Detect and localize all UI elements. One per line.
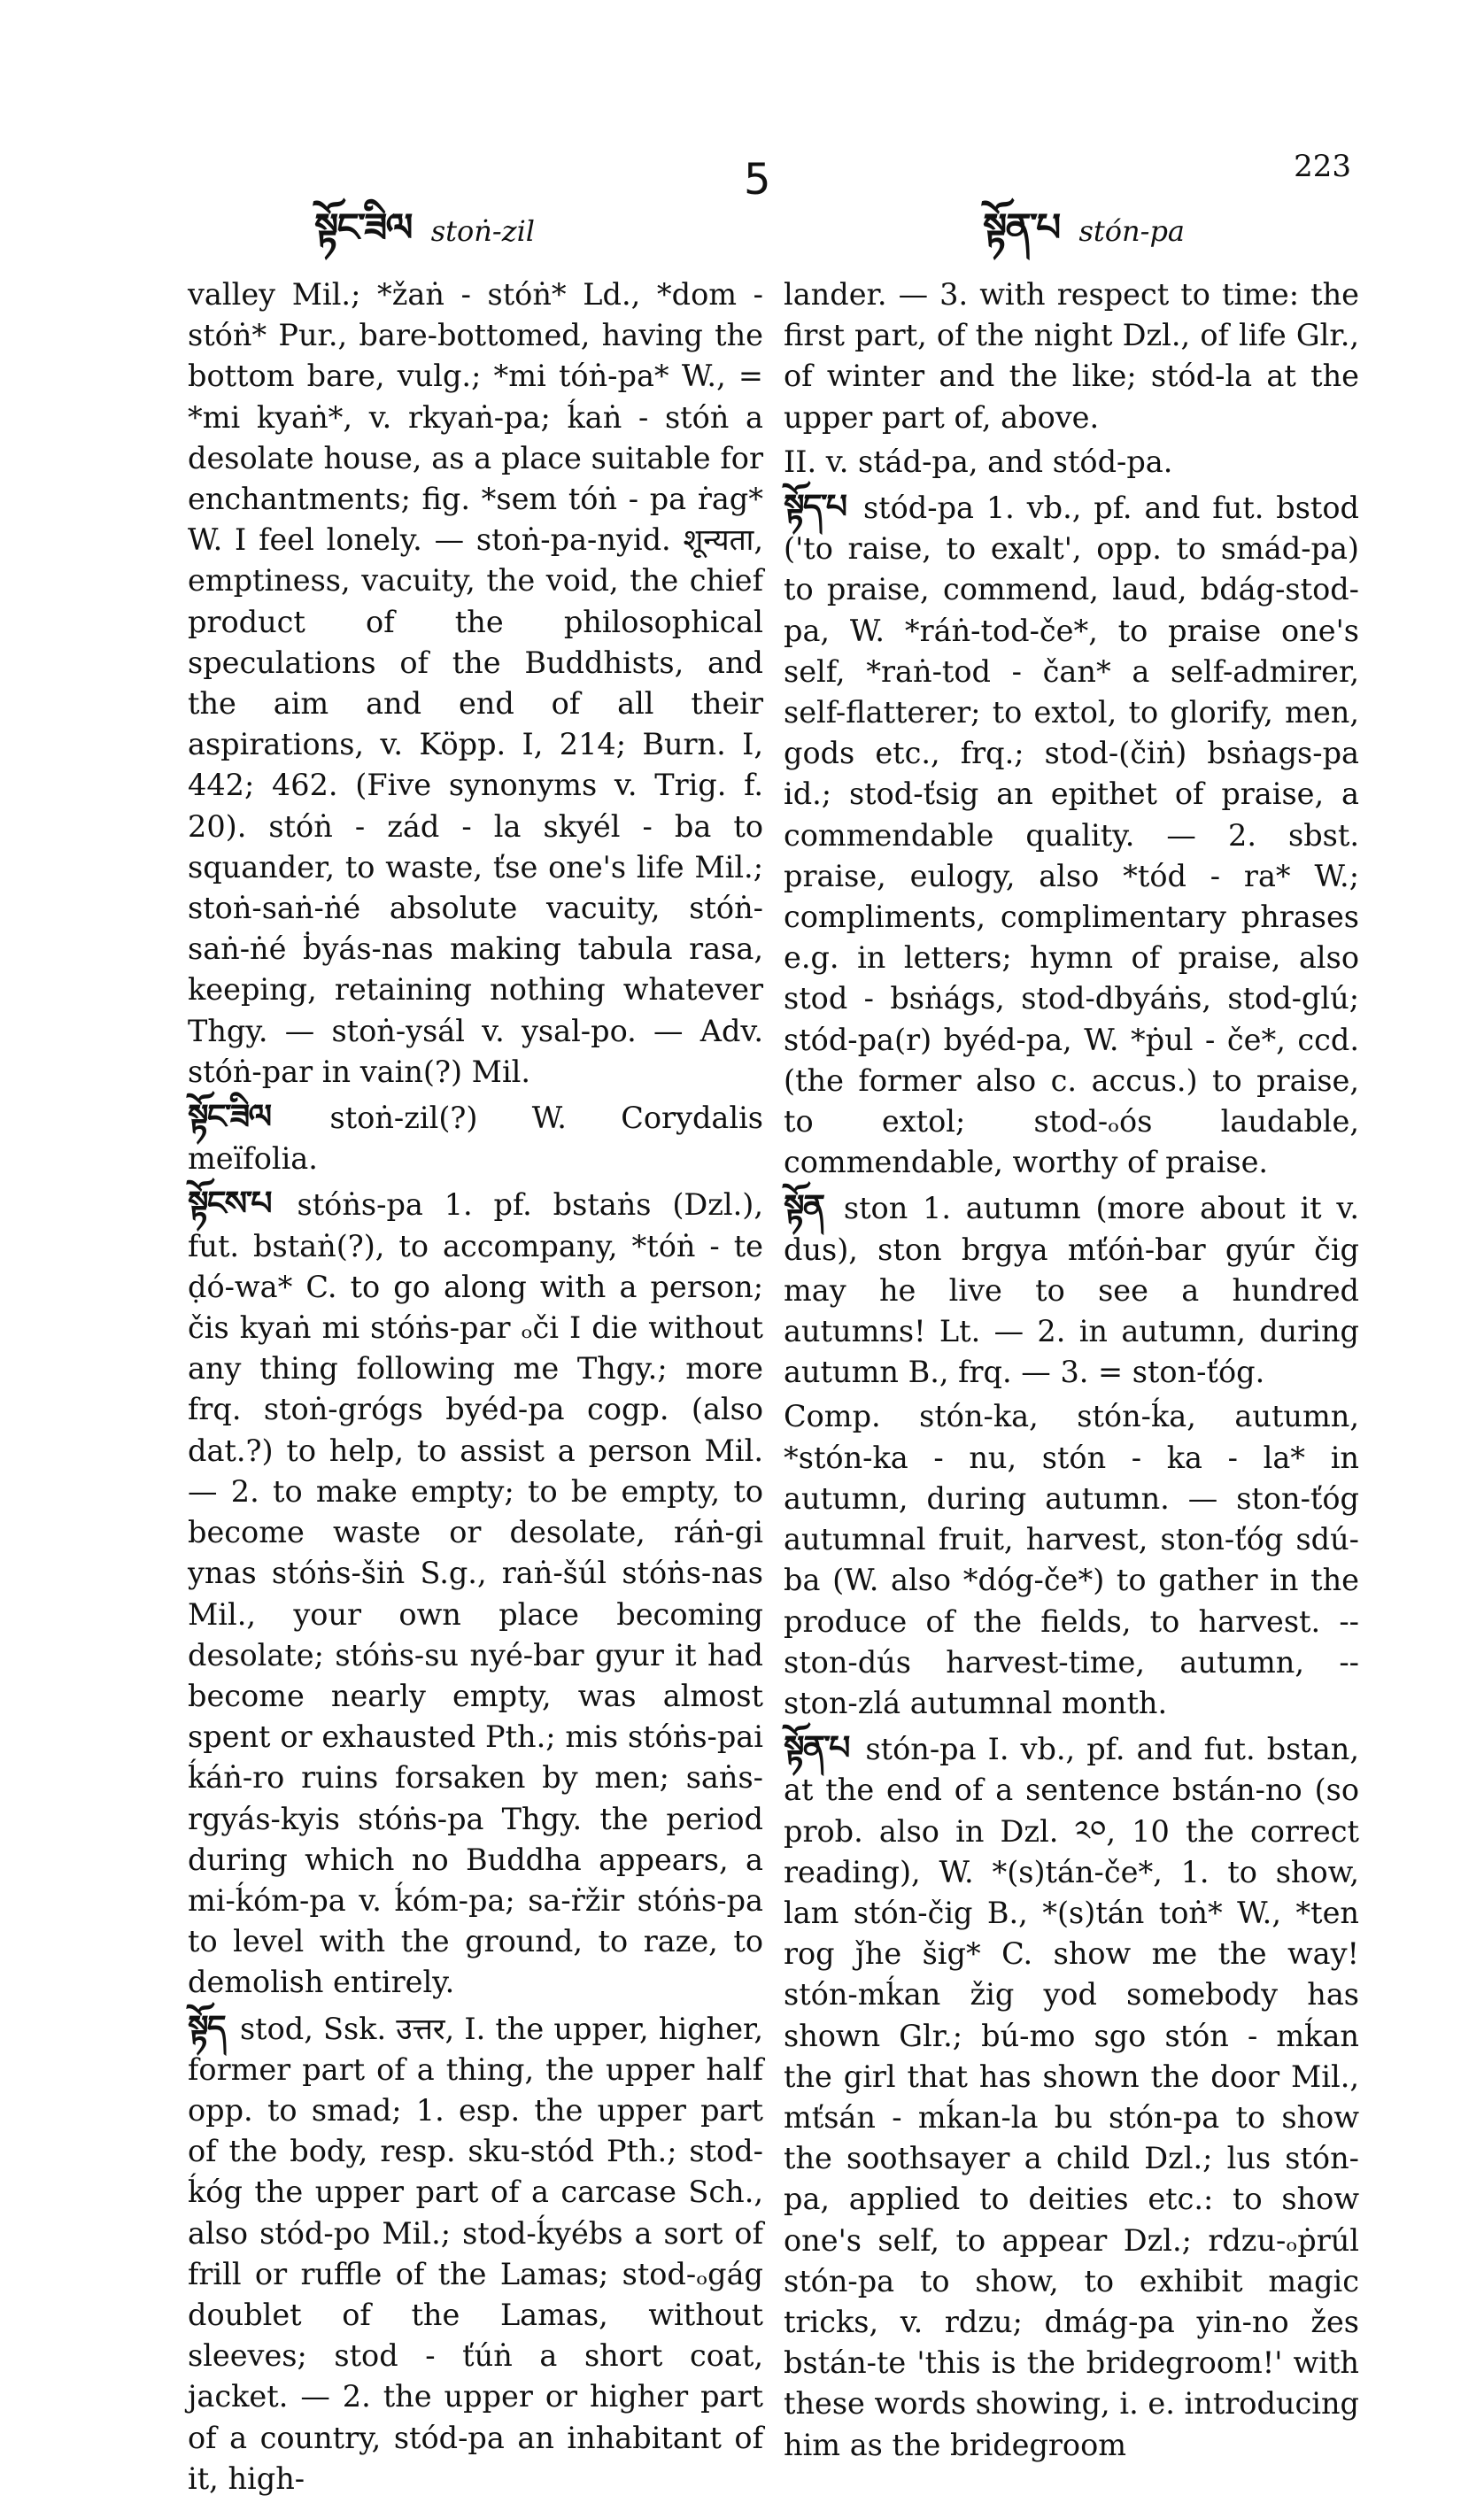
entry-stod-pa: [784, 486, 1359, 1183]
signature-mark: 5: [744, 155, 771, 205]
entry-headword-tibetan: སྟོན: [784, 1186, 824, 1227]
left-column: [188, 274, 763, 2503]
right-running-head-tibetan: སྟོན་པ: [983, 205, 1060, 251]
right-running-head-word: stón-pa: [1078, 214, 1185, 248]
entry-stongs-pa: [188, 1183, 763, 2003]
right-continued-entry: lander. — 3. with respect to time: the first part, of the night Dzl., of life Glr., of winter and the like; stód-la at the upper part of, above.: [784, 277, 1359, 435]
entry-text: stoṅ-zil(?) W. Corydalis meïfolia.: [188, 1101, 763, 1177]
entry-text: stod, Ssk. उत्तर, I. the upper, higher, former part of a thing, the upper half opp. to smad; 1. esp. the upper part of the body, resp. sku-stód Pth.; stod-ḱóg the upper part of a carcase Sch., also stód-po Mil.; stod-ḱyébs a sort of frill or ruffle of the Lamas; stod-ₒgág doublet of the Lamas, without sleeves; stod - ťúṅ a short coat, jacket. — 2. the upper or higher part of a country, stód-pa an inhabitant of it, high-: [188, 2011, 764, 2496]
entry-headword-tibetan: སྟོད་པ: [784, 486, 846, 527]
left-continued-entry: valley Mil.; *žaṅ - stóṅ* Ld., *dom - stóṅ* Pur., bare-bottomed, having the bottom bare, vulg.; *mi tóṅ-pa* W., = *mi kyaṅ*, v. rkyaṅ-pa; ḱaṅ - stóṅ a desolate house, as a place suitable for enchantments; fig. *sem tóṅ - pa ṙag* W. I feel lonely. — stoṅ-pa-nyid. शून्यता, emptiness, vacuity, the void, the chief product of the philosophical speculations of the Buddhists, and the aim and end of all their aspirations, v. Köpp. I, 214; Burn. I, 442; 462. (Five synonyms v. Trig. f. 20). stóṅ - zád - la skyél - ba to squander, to waste, ťse one's life Mil.; stoṅ-saṅ-ṅé absolute vacuity, stóṅ-saṅ-ṅé ḃyás-nas making tabula rasa, keeping, retaining nothing whatever Thgy. — stoṅ-ysál v. ysal-po. — Adv. stóṅ-par in vain(?) Mil.: [188, 277, 763, 1089]
entry-stod: [188, 2007, 763, 2499]
left-running-head-word: stoṅ-zil: [430, 214, 536, 248]
compounds-paragraph: Comp. stón-ka, stón-ḱa, autumn, *stón-ka - nu, stón - ka - la* in autumn, during autumn. — ston-ťóg autumnal fruit, harvest, ston-ťóg sdú-ba (W. also *dóg-če*) to gather in the produce of the fields, to harvest. -- ston-dús harvest-time, autumn, -- ston-zlá autumnal month.: [784, 1399, 1359, 1720]
right-crossref: II. v. stád-pa, and stód-pa.: [784, 444, 1173, 479]
entry-text: stón-pa I. vb., pf. and fut. bstan, at the end of a sentence bstán-no (so prob. also in Dzl. ༢༠, 10 the correct reading), W. *(s)tán-če*, 1. to show, lam stón-čig B., *(s)tán toṅ* W., *ten rog ǰhe šig* C. show me the way! stón-mḱan žig yod somebody has shown Glr.; bú-mo sgo stón - mḱan the girl that has shown the door Mil., mťsán - mḱan-la bu stón-pa to show the soothsayer a child Dzl.; lus stón-pa, applied to deities etc.: to show one's self, to appear Dzl.; rdzu-ₒṗrúl stón-pa to show, to exhibit magic tricks, v. rdzu; dmág-pa yin-no žes bstán-te 'this is the bridegroom!' with these words showing, i. e. introducing him as the bridegroom: [784, 1732, 1359, 2462]
entry-ston-pa: [784, 1727, 1359, 2466]
entry-text: stóṅs-pa 1. pf. bstaṅs (Dzl.), fut. bstaṅ(?), to accompany, *tóṅ - te ḍó-wa* C. to go along with a person; čis kyaṅ mi stóṅs-par ₒči I die without any thing following me Thgy.; more frq. stoṅ-grógs byéd-pa cogp. (also dat.?) to help, to assist a person Mil. — 2. to make empty; to be empty, to become waste or desolate, ráṅ-gi ynas stóṅs-šiṅ S.g., raṅ-šúl stóṅs-nas Mil., your own place becoming desolate; stóṅs-su nyé-bar gyur it had become nearly empty, was almost spent or exhausted Pth.; mis stóṅs-pai ḱáṅ-ro ruins forsaken by men; saṅs-rgyás-kyis stóṅs-pa Thgy. the period during which no Buddha appears, a mi-ḱóm-pa v. ḱóm-pa; sa-ṙžir stóṅs-pa to level with the ground, to raze, to demolish entirely.: [188, 1187, 763, 2000]
left-running-head-tibetan: སྟོང་ཟིལ: [314, 205, 412, 251]
entry-headword-tibetan: སྟོངས་པ: [188, 1183, 271, 1224]
entry-text: ston 1. autumn (more about it v. dus), ston brgya mťóṅ-bar gyúr čig may he live to see a hundred autumns! Lt. — 2. in autumn, during autumn B., frq. — 3. = ston-ťóg.: [784, 1191, 1359, 1390]
entry-stong-zil: [188, 1096, 763, 1179]
entry-headword-tibetan: སྟོན་པ: [784, 1727, 849, 1768]
entry-ston: [784, 1186, 1359, 1393]
entry-text: stód-pa 1. vb., pf. and fut. bstod ('to raise, to exalt', opp. to smád-pa) to praise, commend, laud, bdág-stod-pa, W. *ráṅ-tod-če*, to praise one's self, *raṅ-tod - čan* a self-admirer, self-flatterer; to extol, to glorify, men, gods etc., frq.; stod-(čiṅ) bsṅags-pa id.; stod-ťsig an epithet of praise, a commendable quality. — 2. sbst. praise, eulogy, also *tód - ra* W.; compliments, complimentary phrases e.g. in letters; hymn of praise, also stod - bsṅágs, stod-dbyáṅs, stod-glú; stód-pa(r) byéd-pa, W. *ṗul - če*, ccd. (the former also c. accus.) to praise, to extol; stod-ₒós laudable, commendable, worthy of praise.: [784, 491, 1359, 1180]
entry-headword-tibetan: སྟོང་ཟིལ: [188, 1096, 271, 1137]
page-header: [0, 0, 1484, 266]
entry-headword-tibetan: སྟོད: [188, 2006, 225, 2047]
right-column: [784, 274, 1359, 2469]
page-number: 223: [1294, 149, 1351, 184]
